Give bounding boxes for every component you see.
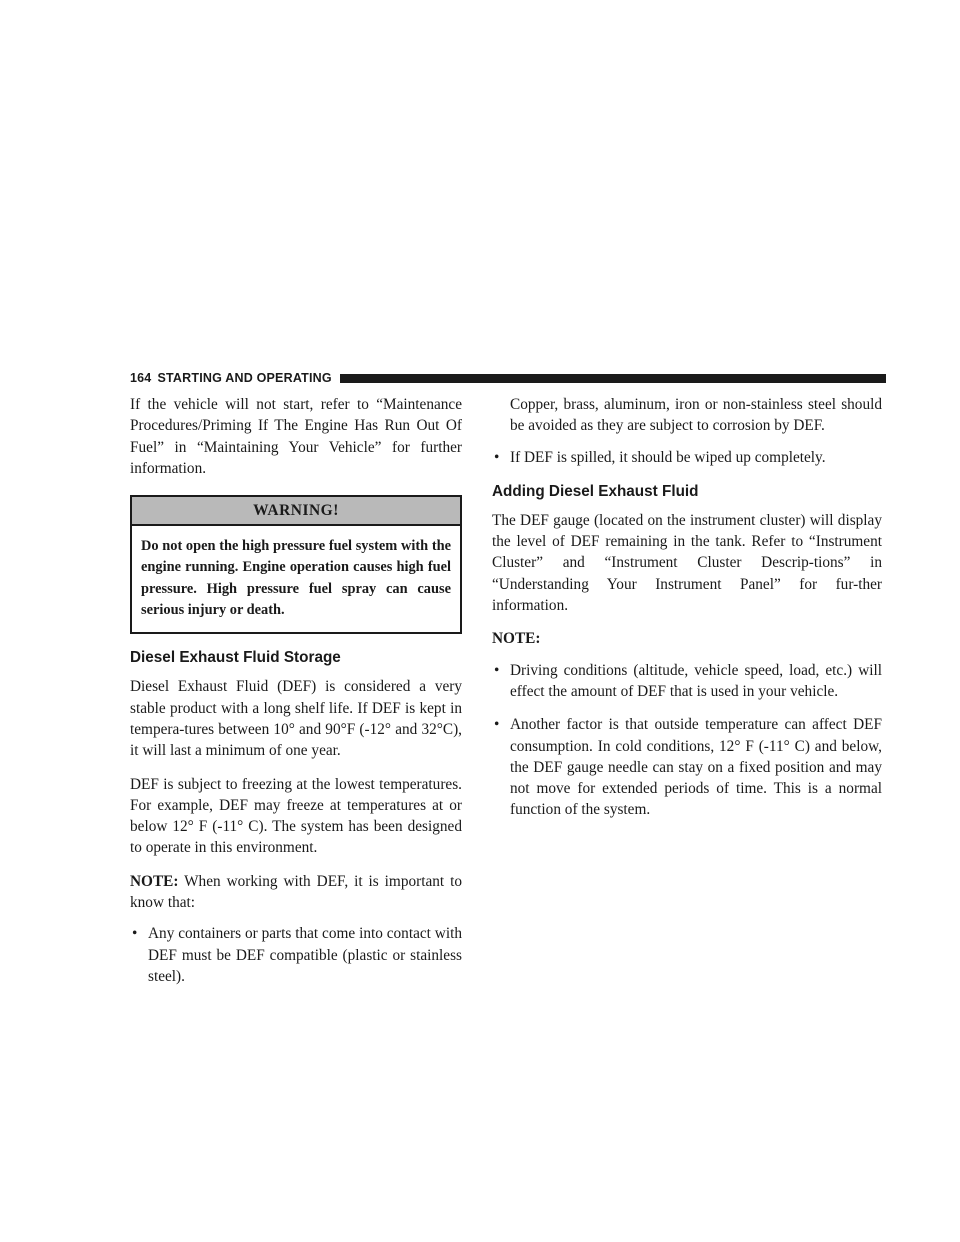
bullet-icon: • bbox=[132, 925, 138, 943]
warning-body: Do not open the high pressure fuel system with the engine running. Engine operation causes high fuel pressure. High pressure fuel spray can cause serious injury or death. bbox=[141, 538, 451, 619]
bullet-text: Driving conditions (altitude, vehicle speed, load, etc.) will effect the amount of DEF that is used in your vehicle. bbox=[510, 661, 882, 700]
left-column bbox=[130, 394, 462, 987]
heading-adding-def: Adding Diesel Exhaust Fluid bbox=[492, 482, 699, 500]
page-number: 164 bbox=[130, 371, 152, 385]
section-title: STARTING AND OPERATING bbox=[157, 371, 332, 385]
bullet-icon: • bbox=[494, 448, 500, 466]
warning-title: WARNING! bbox=[132, 497, 460, 526]
list-item bbox=[130, 923, 462, 987]
bullet-icon: • bbox=[494, 661, 500, 679]
spill-bullet-list bbox=[492, 447, 882, 468]
intro-paragraph: If the vehicle will not start, refer to “Maintenance Procedures/Priming If The Engine Has Run Out Of Fuel” in “Maintaining Your Vehicle” for further information. bbox=[130, 396, 462, 477]
note-label: NOTE: bbox=[492, 630, 541, 648]
note-label: NOTE: bbox=[130, 872, 179, 890]
storage-paragraph: Diesel Exhaust Fluid (DEF) is considered a very stable product with a long shelf life. If DEF is kept in tempera-tures between 10° and 90°F (-12° and 32°C), it will last a minimum of one year. bbox=[130, 678, 462, 760]
page-header bbox=[130, 371, 886, 385]
bullet-icon: • bbox=[494, 716, 500, 734]
list-item bbox=[492, 447, 882, 468]
note-text: When working with DEF, it is important to know that: bbox=[130, 872, 462, 912]
gauge-paragraph: The DEF gauge (located on the instrument cluster) will display the level of DEF remaining in the tank. Refer to “Instrument Cluster” and “Instrument Cluster Descrip-tions” in “Understanding Your Instrument Panel” for fur-ther information. bbox=[492, 511, 882, 615]
note-paragraph bbox=[130, 871, 462, 914]
note-bullet-list bbox=[492, 660, 882, 821]
bullet-continuation: Copper, brass, aluminum, iron or non-stainless steel should be avoided as they are subject to corrosion by DEF. bbox=[510, 396, 882, 435]
bullet-text: Another factor is that outside temperature can affect DEF consumption. In cold conditions, 12° F (-11° C) and below, the DEF gauge needle can stay on a fixed position and may not move for extended periods of time. This is a normal function of the system. bbox=[510, 716, 882, 819]
bullet-text: If DEF is spilled, it should be wiped up completely. bbox=[510, 448, 826, 466]
warning-box bbox=[130, 495, 462, 634]
right-column bbox=[492, 394, 882, 821]
bullet-text: Any containers or parts that come into contact with DEF must be DEF compatible (plastic or stainless steel). bbox=[148, 925, 462, 985]
list-item bbox=[492, 714, 882, 820]
header-rule bbox=[340, 374, 886, 383]
heading-def-storage: Diesel Exhaust Fluid Storage bbox=[130, 649, 341, 667]
list-item bbox=[492, 660, 882, 703]
compat-bullet-list bbox=[130, 923, 462, 987]
freezing-paragraph: DEF is subject to freezing at the lowest temperatures. For example, DEF may freeze at temperatures at or below 12° F (-11° C). The system has been designed to operate in this environment. bbox=[130, 775, 462, 857]
